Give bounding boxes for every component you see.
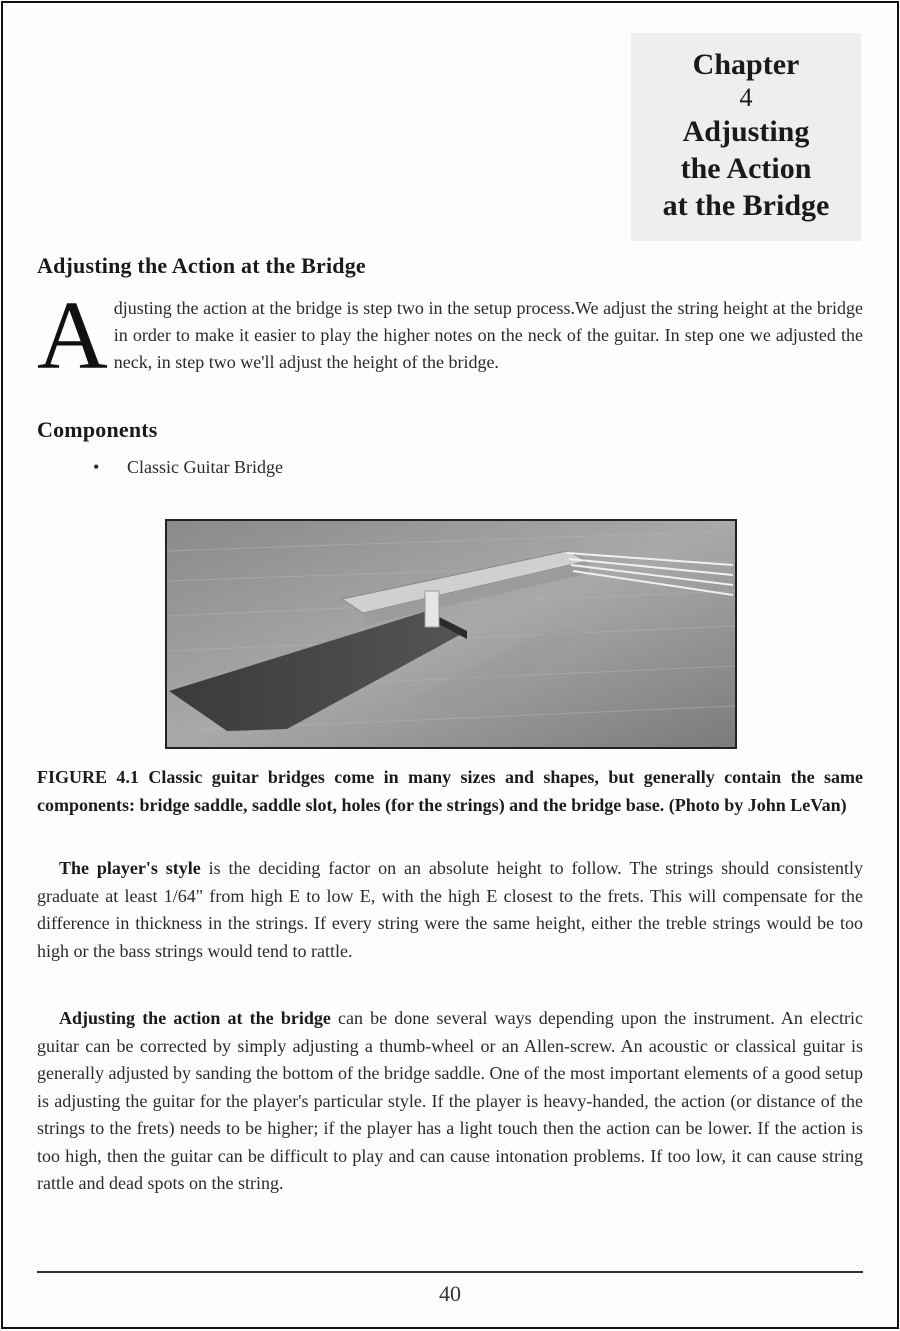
chapter-title-line: at the Bridge: [662, 189, 830, 222]
footer-divider: [37, 1271, 863, 1273]
figure-caption: FIGURE 4.1 Classic guitar bridges come in many sizes and shapes, but generally contain the same components: bridge saddle, saddle slot, holes (for the strings) and the bridge base. (Photo by John LeVan): [37, 767, 863, 815]
chapter-title-line: the Action: [680, 152, 812, 185]
body-paragraph: [37, 1005, 863, 1198]
page-number: 40: [439, 1281, 461, 1306]
photo-illustration: [167, 521, 735, 747]
book-page: [1, 1, 899, 1329]
chapter-heading-box: [631, 33, 861, 241]
paragraph-text: is the deciding factor on an absolute height to follow. The strings should consistently graduate at least 1/64" from high E to low E, with the high E closest to the frets. This will compensate for the difference in thickness in the strings. If every string were the same height, either the treble strings would be too high or the bass strings would tend to rattle.: [37, 858, 863, 961]
chapter-title-line: Adjusting: [682, 115, 810, 148]
components-heading: Components: [37, 417, 158, 442]
paragraph-lead: The player's style: [59, 858, 201, 878]
intro-paragraph: [37, 282, 863, 390]
intro-text: djusting the action at the bridge is step two in the setup process.We adjust the string height at the bridge in order to make it easier to play the higher notes on the neck of the guitar. In step one we adjusted the neck, in step two we'll adjust the height of the bridge.: [113, 298, 863, 372]
drop-cap: A: [37, 282, 108, 390]
guitar-bridge-photo: [165, 519, 737, 749]
section-heading: Adjusting the Action at the Bridge: [37, 253, 366, 278]
list-item: • Classic Guitar Bridge: [93, 457, 283, 478]
body-paragraph: [37, 855, 863, 965]
paragraph-text: can be done several ways depending upon the instrument. An electric guitar can be corrected by simply adjusting a thumb-wheel or an Allen-screw. An acoustic or classical guitar is generally adjusted by sanding the bottom of the bridge saddle. One of the most important elements of a good setup is adjusting the guitar for the player's particular style. If the player is heavy-handed, the action (or distance of the strings to the frets) needs to be higher; if the player has a light touch then the action can be lower. If the action is too high, then the guitar can be difficult to play and can cause intonation problems. If too low, it can cause string rattle and dead spots on the string.: [37, 1008, 863, 1193]
chapter-label: Chapter: [692, 48, 800, 81]
chapter-number: 4: [739, 83, 753, 112]
paragraph-lead: Adjusting the action at the bridge: [59, 1008, 331, 1028]
components-list: [93, 457, 283, 478]
